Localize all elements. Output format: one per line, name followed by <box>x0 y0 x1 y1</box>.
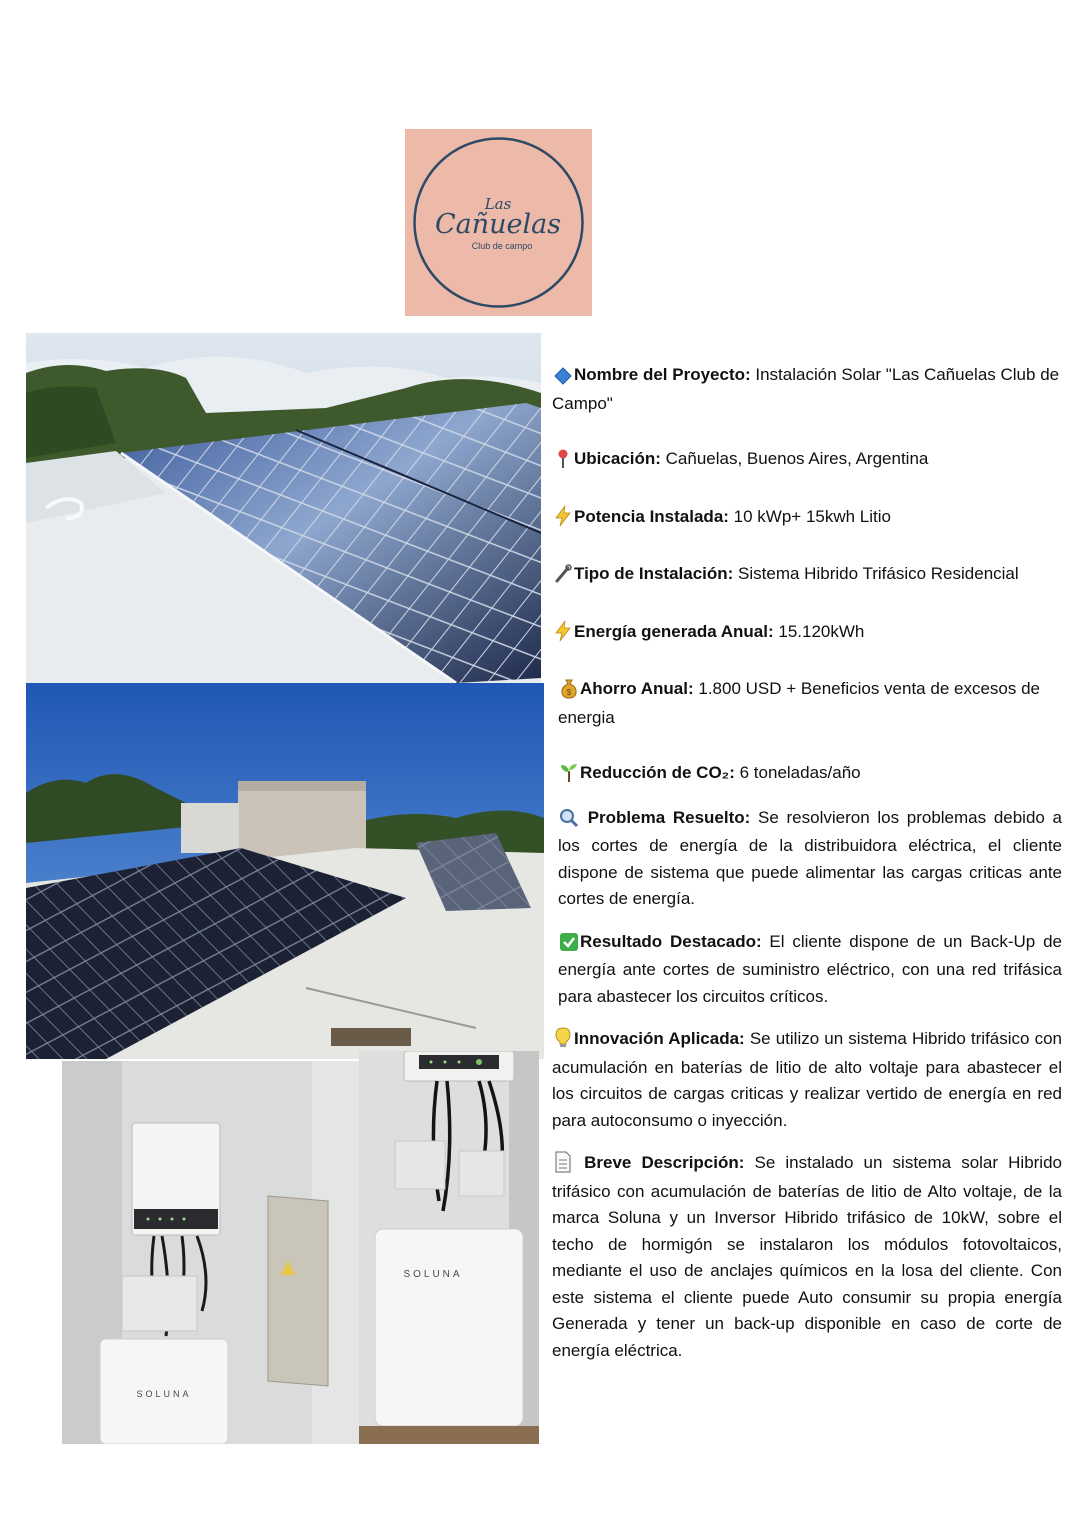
item-label: Reducción de CO₂: <box>580 763 735 782</box>
problem-solved-item <box>552 805 1062 913</box>
item-value: Se instalado un sistema solar Hibrido trifásico con acumulación de baterías de litio de Alto voltaje, de la marca Soluna y un Inversor Hibrido trifásico de 10kW, sobre el techo de hormigón se instalaron los módulos fotovoltaicos, mediante el uso de anclajes químicos en la losa del cliente. Con este sistema el cliente puede Auto consumir su propia energía Generada y tener un back-up disponible en caso de corte de energía eléctrica. <box>552 1153 1062 1360</box>
item-value: 1.800 USD + Beneficios venta de excesos de energia <box>558 679 1040 727</box>
innovation-item <box>552 1026 1062 1134</box>
svg-text:$: $ <box>566 688 572 697</box>
document-icon <box>552 1151 574 1179</box>
item-label: Tipo de Instalación: <box>574 564 734 583</box>
inverter-battery-left-photo <box>62 1061 362 1444</box>
logo-sub-text: Club de campo <box>471 241 533 251</box>
item-label: Breve Descripción: <box>584 1153 745 1172</box>
item-value: Cañuelas, Buenos Aires, Argentina <box>660 449 929 468</box>
item-value: Instalación Solar "Las Cañuelas Club de Campo" <box>552 365 1060 413</box>
item-label: Potencia Instalada: <box>574 506 729 526</box>
item-value: Se resolvieron los problemas debido a los cortes de energía de la distribuidora eléctrica, el cliente dispone de sistema que puede alimentar las cargas criticas ante cortes de energía. <box>558 807 1063 908</box>
item-label: Innovación Aplicada: <box>574 1029 745 1048</box>
money-bag-icon <box>558 677 580 705</box>
item-label: Nombre del Proyecto: <box>574 365 751 384</box>
logo-main-text: Cañuelas <box>434 209 562 240</box>
magnifier-icon <box>558 807 580 834</box>
check-mark-icon <box>558 931 580 958</box>
item-label: Ubicación: <box>574 449 661 468</box>
light-bulb-icon <box>552 1027 574 1055</box>
pin-icon <box>552 448 574 475</box>
installation-type-item <box>552 561 1062 590</box>
battery-brand-text: SOLUNA <box>403 1269 463 1280</box>
item-label: Energía generada Anual: <box>574 621 774 641</box>
rooftop-solar-panels-photo <box>26 333 541 683</box>
project-info <box>552 362 1062 1364</box>
lightning-icon <box>552 505 574 533</box>
seedling-icon <box>558 761 580 789</box>
item-value: Sistema Hibrido Trifásico Residencial <box>733 564 1019 583</box>
item-label: Problema Resuelto: <box>587 807 751 827</box>
logo-top-text: Las <box>484 195 512 213</box>
project-name-item <box>552 362 1062 417</box>
item-label: Ahorro Anual: <box>580 679 694 698</box>
item-label: Resultado Destacado: <box>580 931 762 951</box>
inverter-battery-right-photo <box>359 1051 539 1444</box>
annual-energy-item <box>552 619 1062 648</box>
item-value: 6 toneladas/año <box>734 763 861 782</box>
lightning-icon <box>552 620 574 648</box>
logo-graphic <box>405 129 592 316</box>
co2-reduction-item <box>552 760 1062 789</box>
item-value: 10 kWp+ 15kwh Litio <box>728 506 891 526</box>
item-value: 15.120kWh <box>773 621 865 641</box>
location-item <box>552 446 1062 475</box>
highlighted-result-item <box>552 929 1062 1011</box>
battery-brand-text: SOLUNA <box>136 1389 192 1399</box>
blue-diamond-icon <box>552 364 574 391</box>
wrench-icon <box>552 563 574 590</box>
installed-power-item <box>552 504 1062 533</box>
club-logo <box>405 129 592 316</box>
brief-description-item <box>552 1150 1062 1364</box>
item-value: El cliente dispone de un Back-Up de energía ante cortes de suministro eléctrico, con una red trifásica para abastecer los circuitos críticos. <box>558 931 1062 1006</box>
item-value: Se utilizo un sistema Hibrido trifásico con acumulación en baterías de litio de alto voltaje para abastecer el los circuitos de cargas criticas y realizar vertido de energía en red para autoconsumo o inyección. <box>552 1029 1062 1130</box>
rooftop-solar-array-photo <box>26 683 544 1059</box>
annual-savings-item <box>552 676 1062 731</box>
